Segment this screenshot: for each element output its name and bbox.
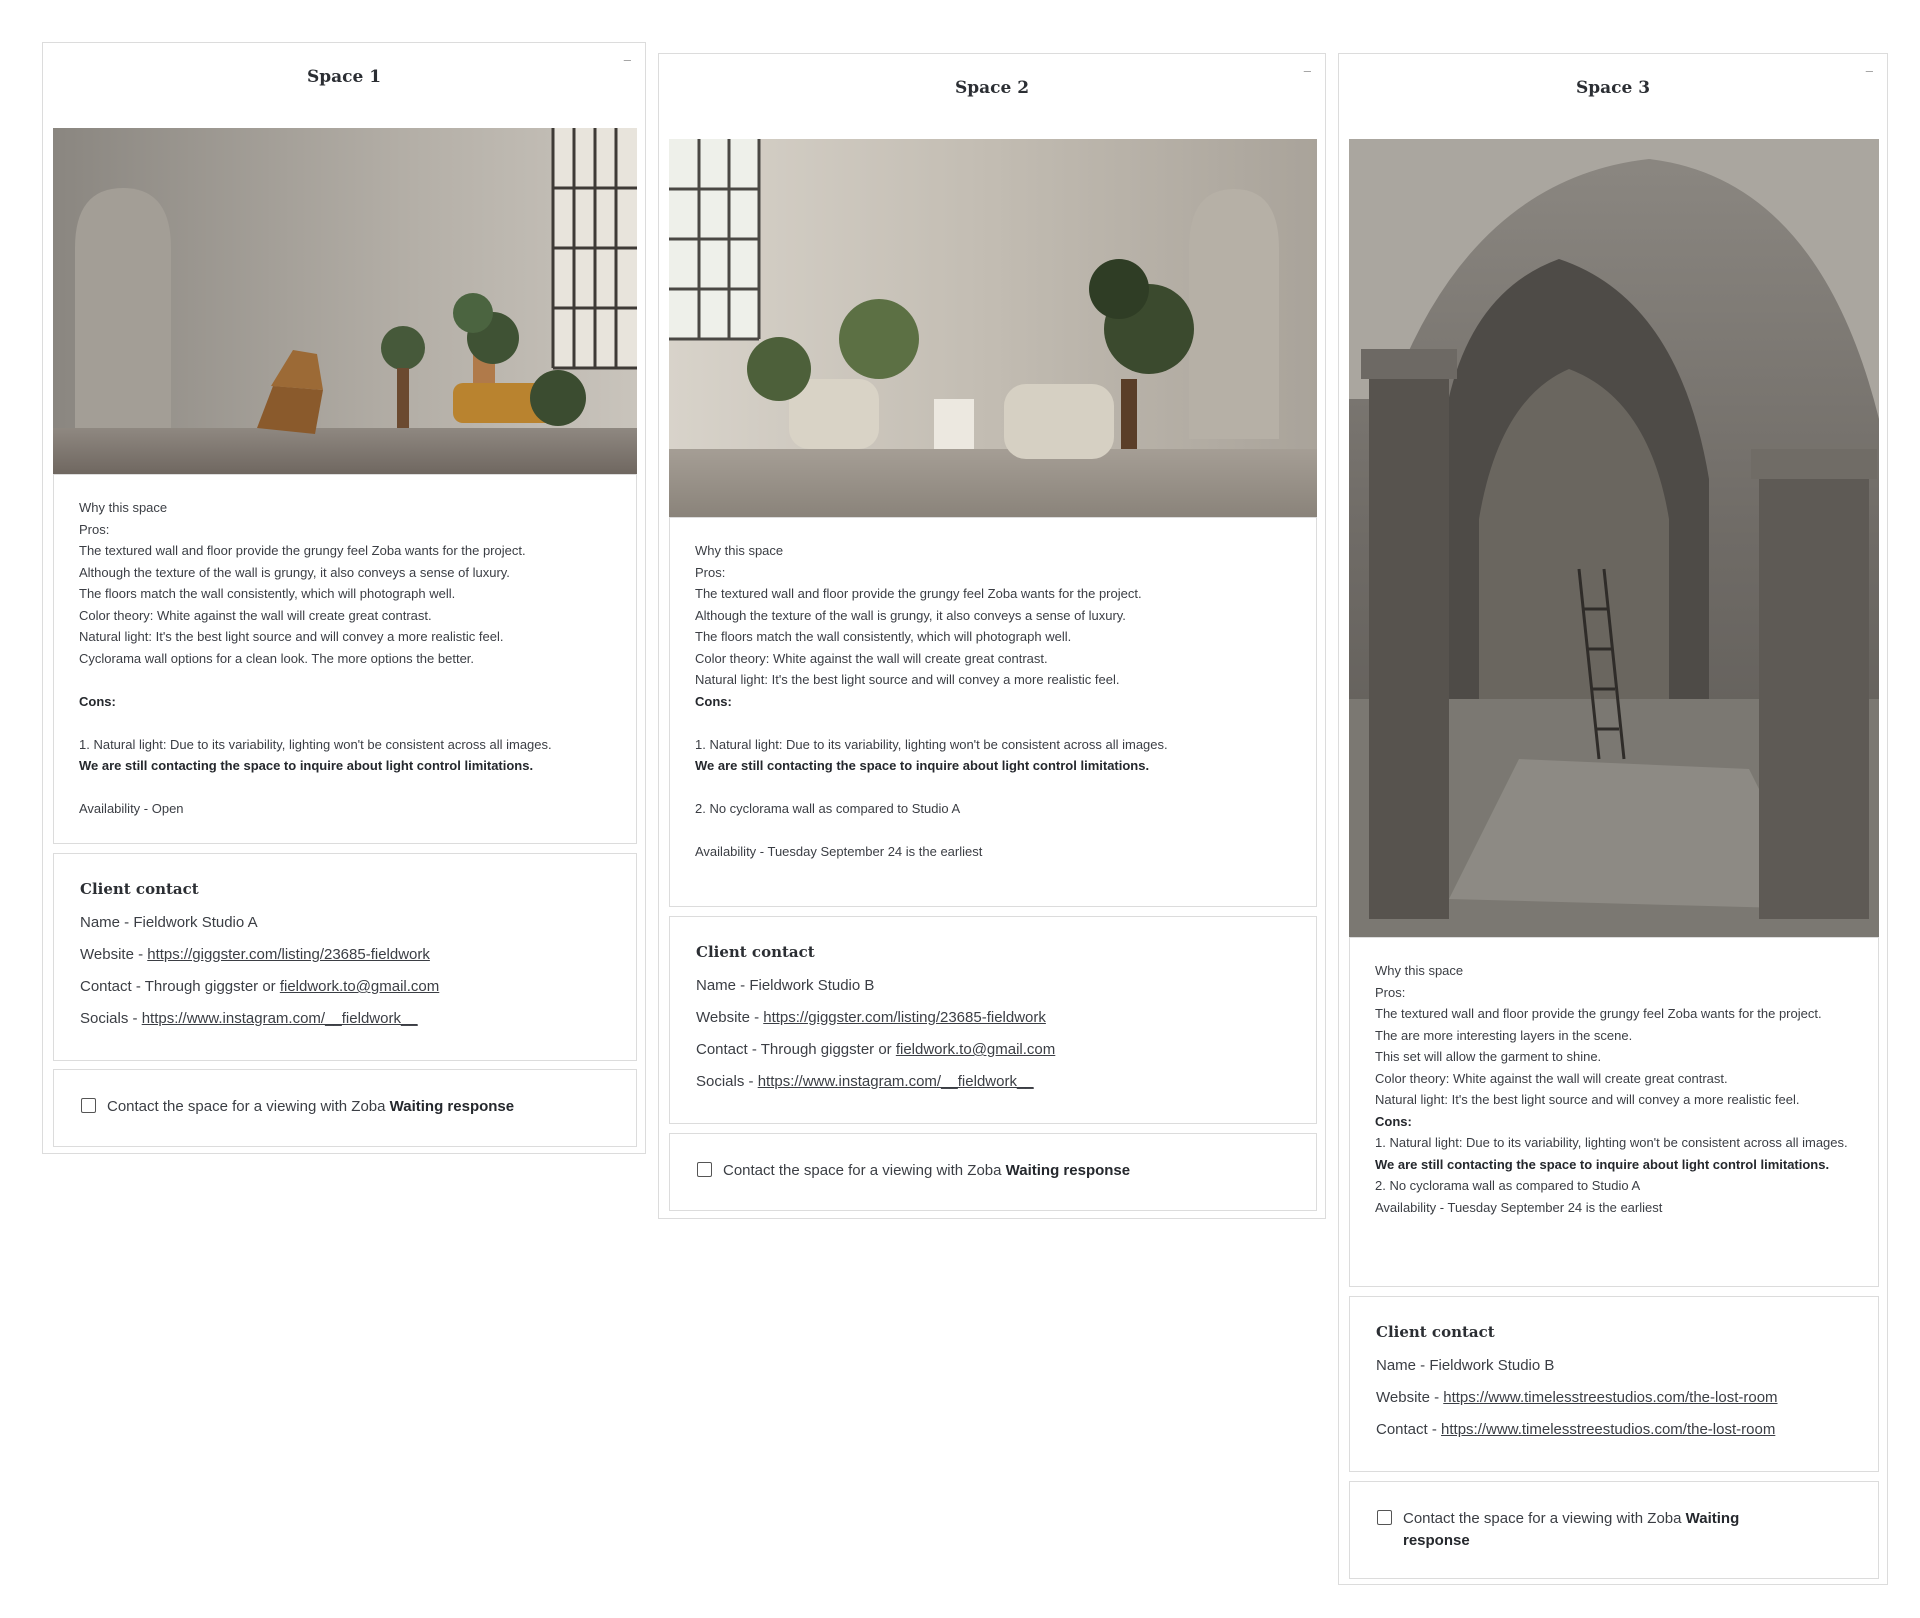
note-line: Cons:	[1375, 1113, 1412, 1129]
collapse-icon[interactable]: –	[623, 52, 631, 67]
note-line: Pros:	[79, 521, 110, 537]
space-card-2	[658, 53, 1326, 1219]
email-link[interactable]: fieldwork.to@gmail.com	[279, 978, 440, 995]
contact-name: Name - Fieldwork Studio B	[696, 977, 875, 994]
studio-room-boucle-sofas-photo	[669, 139, 1317, 517]
note-line: Pros:	[695, 564, 726, 580]
notes-box	[1349, 937, 1879, 1287]
task-checkbox[interactable]	[697, 1162, 712, 1177]
instagram-link[interactable]: https://www.instagram.com/__fieldwork__	[757, 1073, 1034, 1090]
studio-name: Fieldwork Studio A	[133, 914, 258, 931]
space-card-1	[42, 42, 646, 1154]
task-label: Contact the space for a viewing with Zoba	[1403, 1510, 1686, 1527]
note-line: Cons:	[695, 693, 732, 709]
task-status: Waiting response	[1005, 1162, 1131, 1179]
note-line: Availability - Open	[79, 801, 184, 816]
task-row	[1377, 1508, 1797, 1552]
notes-box	[669, 517, 1317, 907]
contact-name: Name - Fieldwork Studio A	[80, 914, 258, 931]
note-line: Availability - Tuesday September 24 is the earliest	[1375, 1199, 1663, 1215]
note-line: 2. No cyclorama wall as compared to Studio A	[695, 801, 961, 816]
contact-name: Name - Fieldwork Studio B	[1376, 1357, 1555, 1374]
collapse-icon[interactable]: –	[1865, 63, 1873, 78]
contact-link[interactable]: https://www.timelesstreestudios.com/the-lost-room	[1441, 1421, 1776, 1438]
note-line	[79, 777, 619, 799]
contact-website: Website - https://www.timelesstreestudios.com/the-lost-room	[1376, 1389, 1778, 1406]
client-contact-title: Client contact	[696, 943, 815, 961]
notes-list	[79, 497, 619, 820]
note-line: Cons:	[79, 693, 116, 709]
contact-url: Contact - https://www.timelesstreestudios.com/the-lost-room	[1376, 1421, 1776, 1438]
space-title: Space 1	[306, 67, 382, 87]
note-line: 1. Natural light: Due to its variability, lighting won't be consistent across all images.	[1375, 1135, 1848, 1150]
contact-socials: Socials - https://www.instagram.com/__fieldwork__	[80, 1010, 418, 1027]
contact-website: Website - https://giggster.com/listing/23685-fieldwork	[80, 946, 430, 963]
studio-room-rattan-chair-photo	[53, 128, 637, 474]
website-link[interactable]: https://giggster.com/listing/23685-fieldwork	[147, 946, 430, 963]
contact-website: Website - https://giggster.com/listing/23685-fieldwork	[696, 1009, 1046, 1026]
note-line: Why this space	[79, 500, 168, 515]
studio-name: Fieldwork Studio B	[749, 977, 875, 994]
note-line: Why this space	[695, 543, 784, 558]
contact-socials: Socials - https://www.instagram.com/__fieldwork__	[696, 1073, 1034, 1090]
note-line: Availability - Tuesday September 24 is the earliest	[695, 844, 983, 859]
task-row	[81, 1096, 514, 1118]
note-line: The floors match the wall consistently, which will photograph well.	[695, 629, 1072, 644]
client-contact-title: Client contact	[1376, 1323, 1495, 1341]
studio-name: Fieldwork Studio B	[1429, 1357, 1555, 1374]
vaulted-arches-hall-photo	[1349, 139, 1879, 937]
note-line: This set will allow the garment to shine.	[1375, 1049, 1602, 1064]
task-box	[1349, 1481, 1879, 1579]
note-line: Why this space	[1375, 963, 1464, 978]
note-line: Cyclorama wall options for a clean look. The more options the better.	[79, 650, 475, 666]
note-line: Although the texture of the wall is grungy, it also conveys a sense of luxury.	[79, 564, 510, 580]
note-line	[695, 712, 1295, 734]
website-link[interactable]: https://giggster.com/listing/23685-fieldwork	[763, 1009, 1046, 1026]
website-link[interactable]: https://www.timelesstreestudios.com/the-lost-room	[1443, 1389, 1778, 1406]
instagram-link[interactable]: https://www.instagram.com/__fieldwork__	[141, 1010, 418, 1027]
space-card-3	[1338, 53, 1888, 1585]
note-line: 1. Natural light: Due to its variability, lighting won't be consistent across all images.	[79, 736, 552, 752]
space-title: Space 3	[1575, 78, 1651, 98]
notes-box	[53, 474, 637, 844]
note-line: 1. Natural light: Due to its variability, lighting won't be consistent across all images.	[695, 736, 1168, 752]
note-line: The floors match the wall consistently, which will photograph well.	[79, 586, 456, 601]
note-line	[695, 820, 1295, 842]
task-box	[669, 1133, 1317, 1211]
client-contact-box	[53, 853, 637, 1061]
note-line: Natural light: It's the best light source and will convey a more realistic feel.	[79, 629, 504, 644]
email-link[interactable]: fieldwork.to@gmail.com	[895, 1041, 1056, 1058]
note-line: We are still contacting the space to inquire about light control limitations.	[79, 758, 534, 773]
note-line: We are still contacting the space to inquire about light control limitations.	[695, 758, 1150, 773]
task-checkbox[interactable]	[1377, 1510, 1392, 1525]
task-label: Contact the space for a viewing with Zoba	[107, 1098, 390, 1115]
note-line: Although the texture of the wall is grungy, it also conveys a sense of luxury.	[695, 607, 1126, 623]
note-line: Color theory: White against the wall will create great contrast.	[79, 607, 432, 623]
note-line: The textured wall and floor provide the grungy feel Zoba wants for the project.	[79, 543, 526, 558]
note-line: Natural light: It's the best light source and will convey a more realistic feel.	[695, 672, 1120, 687]
client-contact-box	[669, 916, 1317, 1124]
space-title: Space 2	[954, 78, 1030, 98]
note-line	[79, 669, 619, 691]
note-line: 2. No cyclorama wall as compared to Studio A	[1375, 1178, 1641, 1193]
notes-list	[695, 540, 1295, 863]
note-line: Color theory: White against the wall will create great contrast.	[1375, 1070, 1728, 1086]
note-line: The textured wall and floor provide the grungy feel Zoba wants for the project.	[695, 586, 1142, 601]
note-line: Natural light: It's the best light source and will convey a more realistic feel.	[1375, 1092, 1800, 1107]
client-contact-box	[1349, 1296, 1879, 1472]
task-box	[53, 1069, 637, 1147]
notes-list	[1375, 960, 1865, 1218]
contact-email: Contact - Through giggster or fieldwork.to@gmail.com	[696, 1041, 1056, 1058]
task-status: Waiting response	[1403, 1510, 1740, 1549]
note-line: Pros:	[1375, 984, 1406, 1000]
task-row	[697, 1160, 1130, 1182]
client-contact-title: Client contact	[80, 880, 199, 898]
task-checkbox[interactable]	[81, 1098, 96, 1113]
task-status: Waiting response	[389, 1098, 515, 1115]
note-line: We are still contacting the space to inquire about light control limitations.	[1375, 1156, 1830, 1172]
note-line: The textured wall and floor provide the grungy feel Zoba wants for the project.	[1375, 1006, 1822, 1021]
contact-email: Contact - Through giggster or fieldwork.to@gmail.com	[80, 978, 440, 995]
task-label: Contact the space for a viewing with Zoba	[723, 1162, 1006, 1179]
collapse-icon[interactable]: –	[1303, 63, 1311, 78]
note-line: The are more interesting layers in the scene.	[1375, 1027, 1633, 1043]
note-line	[79, 712, 619, 734]
note-line	[695, 777, 1295, 799]
note-line: Color theory: White against the wall will create great contrast.	[695, 650, 1048, 666]
